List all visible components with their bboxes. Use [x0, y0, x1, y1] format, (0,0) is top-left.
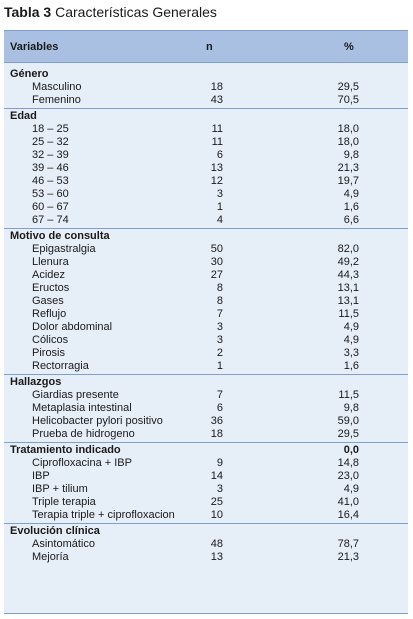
section-heading [4, 230, 408, 243]
row-percent: 16,4 [337, 509, 359, 521]
row-label: IBP [32, 470, 50, 482]
header-variables: Variables [10, 41, 59, 53]
table-caption [4, 4, 217, 20]
table-row [4, 243, 408, 256]
section-heading [4, 376, 408, 389]
row-percent: 1,6 [343, 201, 359, 213]
row-label: Rectorragia [32, 360, 89, 372]
section-label: Género [10, 68, 49, 80]
table-row [4, 402, 408, 415]
table-row [4, 295, 408, 308]
row-n: 6 [216, 402, 223, 414]
row-label: Pirosis [32, 347, 66, 359]
row-percent: 11,5 [338, 389, 359, 401]
table-row [4, 389, 408, 402]
section-label: Motivo de consulta [10, 230, 110, 242]
row-percent: 13,1 [337, 295, 359, 307]
table-row [4, 360, 408, 373]
section-divider [4, 374, 408, 375]
row-n: 2 [216, 347, 223, 359]
table-row [4, 538, 408, 551]
table-number: Tabla 3 [4, 4, 52, 20]
row-label: IBP + tilium [32, 483, 88, 495]
table-row [4, 149, 408, 162]
table-row [4, 470, 408, 483]
row-n: 50 [210, 243, 223, 255]
row-n: 3 [216, 321, 223, 333]
section-label: Hallazgos [10, 376, 62, 388]
row-label: Gases [32, 295, 64, 307]
row-percent: 70,5 [337, 94, 359, 106]
row-label: Epigastralgia [32, 243, 96, 255]
row-percent: 1,6 [343, 360, 359, 372]
table-row [4, 321, 408, 334]
section-label: Tratamiento indicado [10, 444, 121, 456]
table-row [4, 483, 408, 496]
row-n: 6 [216, 149, 223, 161]
section-heading [4, 525, 408, 538]
row-n: 43 [210, 94, 223, 106]
row-n: 18 [210, 428, 223, 440]
row-label: Asintomático [32, 538, 95, 550]
characteristics-table [4, 30, 408, 614]
section-percent: 0,0 [343, 444, 359, 456]
row-percent: 82,0 [337, 243, 359, 255]
row-label: Eructos [32, 282, 70, 294]
row-label: 39 – 46 [32, 162, 69, 174]
row-label: Ciprofloxacina + IBP [32, 457, 132, 469]
row-label: Reflujo [32, 308, 67, 320]
row-percent: 19,7 [337, 175, 359, 187]
table-row [4, 334, 408, 347]
row-label: Acidez [32, 269, 66, 281]
row-percent: 18,0 [337, 123, 359, 135]
row-label: 67 – 74 [32, 214, 69, 226]
row-n: 27 [210, 269, 223, 281]
row-label: 25 – 32 [32, 136, 69, 148]
row-n: 14 [210, 470, 223, 482]
row-percent: 44,3 [337, 269, 359, 281]
table-row [4, 509, 408, 522]
row-label: 53 – 60 [32, 188, 69, 200]
row-percent: 4,9 [343, 334, 359, 346]
row-percent: 21,3 [337, 551, 359, 563]
section-label: Edad [10, 110, 37, 122]
row-label: Femenino [32, 94, 81, 106]
row-n: 9 [216, 457, 223, 469]
row-n: 8 [216, 282, 223, 294]
table-row [4, 428, 408, 441]
table-row [4, 136, 408, 149]
row-n: 13 [210, 551, 223, 563]
table-row [4, 175, 408, 188]
table-row [4, 551, 408, 564]
table-row [4, 496, 408, 509]
row-n: 12 [210, 175, 223, 187]
row-n: 25 [210, 496, 223, 508]
row-n: 1 [216, 360, 223, 372]
row-label: Llenura [32, 256, 69, 268]
row-label: Giardias presente [32, 389, 119, 401]
table-row [4, 269, 408, 282]
row-label: 32 – 39 [32, 149, 69, 161]
row-percent: 78,7 [337, 538, 359, 550]
row-percent: 9,8 [343, 402, 359, 414]
row-n: 1 [216, 201, 223, 213]
row-percent: 21,3 [337, 162, 359, 174]
row-label: Prueba de hidrogeno [32, 428, 135, 440]
row-percent: 4,9 [343, 483, 359, 495]
row-n: 10 [210, 509, 223, 521]
row-label: 46 – 53 [32, 175, 69, 187]
row-n: 48 [210, 538, 223, 550]
table-row [4, 162, 408, 175]
row-percent: 4,9 [343, 321, 359, 333]
row-label: Triple terapia [32, 496, 96, 508]
table-row [4, 282, 408, 295]
section-divider [4, 228, 408, 229]
row-percent: 3,3 [343, 347, 359, 359]
table-row [4, 457, 408, 470]
row-label: 60 – 67 [32, 201, 69, 213]
section-divider [4, 108, 408, 109]
section-divider [4, 523, 408, 524]
row-label: Dolor abdominal [32, 321, 113, 333]
section-divider [4, 442, 408, 443]
row-n: 7 [216, 389, 223, 401]
row-percent: 29,5 [337, 81, 359, 93]
row-percent: 18,0 [337, 136, 359, 148]
row-percent: 14,8 [337, 457, 359, 469]
row-n: 30 [210, 256, 223, 268]
row-n: 36 [210, 415, 223, 427]
table-header [4, 30, 408, 63]
row-label: Helicobacter pylori positivo [32, 415, 163, 427]
header-percent: % [344, 41, 354, 53]
section-heading [4, 444, 408, 457]
table-row [4, 214, 408, 227]
row-percent: 4,9 [343, 188, 359, 200]
table-row [4, 308, 408, 321]
row-percent: 11,5 [338, 308, 359, 320]
row-n: 7 [216, 308, 223, 320]
table-row [4, 415, 408, 428]
row-label: Metaplasia intestinal [32, 402, 132, 414]
table-row [4, 94, 408, 107]
section-heading [4, 68, 408, 81]
row-label: 18 – 25 [32, 123, 69, 135]
row-percent: 9,8 [343, 149, 359, 161]
section-heading [4, 110, 408, 123]
table-row [4, 81, 408, 94]
row-n: 13 [210, 162, 223, 174]
table-row [4, 256, 408, 269]
row-n: 8 [216, 295, 223, 307]
row-n: 3 [216, 188, 223, 200]
row-n: 18 [210, 81, 223, 93]
row-label: Mejoría [32, 551, 69, 563]
row-n: 11 [211, 123, 223, 135]
row-n: 3 [216, 483, 223, 495]
table-row [4, 188, 408, 201]
row-percent: 41,0 [337, 496, 359, 508]
row-n: 11 [211, 136, 223, 148]
row-n: 4 [216, 214, 223, 226]
row-label: Masculino [32, 81, 82, 93]
row-n: 3 [216, 334, 223, 346]
row-percent: 29,5 [337, 428, 359, 440]
row-percent: 13,1 [337, 282, 359, 294]
row-percent: 23,0 [337, 470, 359, 482]
row-percent: 59,0 [337, 415, 359, 427]
header-n: n [206, 41, 213, 53]
row-percent: 49,2 [337, 256, 359, 268]
row-percent: 6,6 [343, 214, 359, 226]
table-row [4, 201, 408, 214]
row-label: Cólicos [32, 334, 69, 346]
section-label: Evolución clínica [10, 525, 100, 537]
table-row [4, 347, 408, 360]
table-row [4, 123, 408, 136]
table-title: Características Generales [51, 4, 217, 20]
row-label: Terapia triple + ciprofloxacion [32, 509, 175, 521]
